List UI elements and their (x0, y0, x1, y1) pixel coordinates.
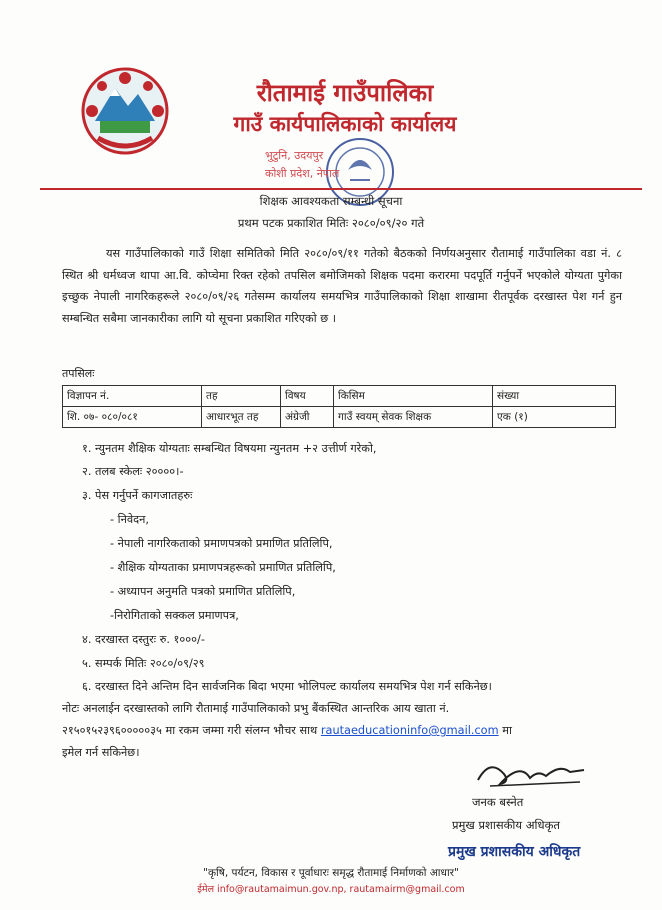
table-header-cell: विषय (281, 386, 334, 407)
notes-section (62, 676, 622, 764)
address-line-2: कोशी प्रदेश, नेपाल (265, 167, 340, 180)
table-header-cell: किसिम (334, 386, 493, 407)
notice-body (62, 243, 622, 329)
table-header-cell: संख्या (493, 386, 616, 407)
condition-item: ३. पेस गर्नुपर्ने कागजातहरुः (82, 489, 193, 502)
footer-contact: ईमेल info@rautamaimun.gov.np, rautamairm@gmail.com (197, 884, 465, 895)
org-name: रौतामाई गाउँपालिका (256, 79, 434, 107)
condition-item: २. तलब स्केलः २००००।- (82, 465, 184, 478)
table-cell: गाउँ स्वयम् सेवक शिक्षक (334, 407, 493, 428)
table-cell: अंग्रेजी (281, 407, 334, 428)
table-row (63, 407, 616, 428)
online-note-line (62, 720, 622, 742)
signature-icon (470, 752, 590, 792)
document-item: - अध्यापन अनुमति पत्रको प्रमाणित प्रतिलिपि, (110, 585, 296, 598)
published-date: प्रथम पटक प्रकाशित मितिः २०८०/०९/२० गते (237, 216, 425, 230)
email-suffix: मा (502, 724, 512, 737)
table-header-row (63, 386, 616, 407)
signatory-stamp: प्रमुख प्रशासकीय अधिकृत (448, 844, 581, 860)
body-line: शिक्षक पदमा करारमा पदपूर्ति गर्नुपर्ने भएकोले योग्यता पुगेका इच्छुक नेपाली नागरिकहरूले २०८०/०९/२६ (62, 268, 622, 303)
document-item: - निवेदन, (110, 513, 150, 526)
header-divider (40, 188, 642, 190)
body-line: रौतामाई गाउँपालिका वडा नं. ८ स्थित श्री धर्मध्वज थापा आ.वि. कोप्चेमा रिक्त रहेको तपसिल बमोजिमको (62, 247, 622, 282)
office-name: गाउँ कार्यपालिकाको कार्यालय (233, 112, 457, 136)
account-text: २१५०१५२३९६०००००३५ मा रकम जम्मा गरी संलग्न भौचर साथ (62, 724, 318, 737)
body-line: गतेसम्म कार्यालय समयभित्र गाउँपालिकाको शिक्षा शाखामा रीतपूर्वक दरखास्त पेश गर्न हुन सम्बन्धित सबैमा (62, 290, 623, 325)
holiday-note: ६. दरखास्त दिने अन्तिम दिन सार्वजनिक बिदा भएमा भोलिपल्ट कार्यालय समयभित्र पेश गर्न सकिनेछ। (82, 680, 492, 693)
table-cell: एक (१) (493, 407, 616, 428)
online-note-line: इमेल गर्न सकिनेछ। (62, 746, 140, 759)
signatory-name: जनक बस्नेत (472, 795, 524, 809)
table-cell: आधारभूत तह (202, 407, 281, 428)
condition-item: १. न्युनतम शैक्षिक योग्यताः सम्बन्धित विषयमा न्युनतम +२ उत्तीर्ण गरेको, (82, 442, 377, 455)
notice-subject: शिक्षक आवश्यकता सम्बन्धी सूचना (259, 194, 403, 208)
table-header-cell: तह (202, 386, 281, 407)
document-item: - नेपाली नागरिकताको प्रमाणपत्रको प्रमाणित प्रतिलिपि, (110, 537, 333, 550)
table-header-cell: विज्ञापन नं. (63, 386, 202, 407)
signatory-title: प्रमुख प्रशासकीय अधिकृत (452, 818, 560, 832)
tapasil-label: तपसिलः (62, 367, 95, 380)
contact-date-item: ५. सम्पर्क मितिः २०८०/०९/२९ (82, 657, 205, 670)
body-paragraph (62, 243, 622, 329)
table-cell: शि. ०७- ०८०/०८१ (63, 407, 202, 428)
fee-item: ४. दरखास्त दस्तुरः रु. १०००/- (82, 633, 205, 646)
email-link[interactable]: rautaeducationinfo@gmail.com (320, 724, 499, 737)
address-line-1: भुटुनि, उदयपुर (265, 149, 324, 162)
footer-slogan: "कृषि, पर्यटन, विकास र पूर्वाधारः समृद्ध रौतामाई निर्माणको आधार" (203, 867, 459, 879)
vacancy-table (62, 385, 616, 428)
document-item: - शैक्षिक योग्यताका प्रमाणपत्रहरूको प्रमाणित प्रतिलिपि, (110, 561, 336, 574)
online-note-line: नोटः अनलाईन दरखास्तको लागि रौतामाई गाउँपालिकाको प्रभु बैंकस्थित आन्तरिक आय खाता नं. (62, 702, 450, 715)
body-line: यस गाउँपालिकाको गाउँ शिक्षा समितिको मिति २०८०/०९/११ गतेको बैठकको निर्णयअनुसार (106, 247, 487, 260)
document-item: -निरोगिताको सक्कल प्रमाणपत्र, (110, 609, 239, 622)
body-line: जानकारीका लागि यो सूचना प्रकाशित गरिएको छ । (130, 311, 337, 325)
nepal-emblem-icon (80, 66, 170, 156)
